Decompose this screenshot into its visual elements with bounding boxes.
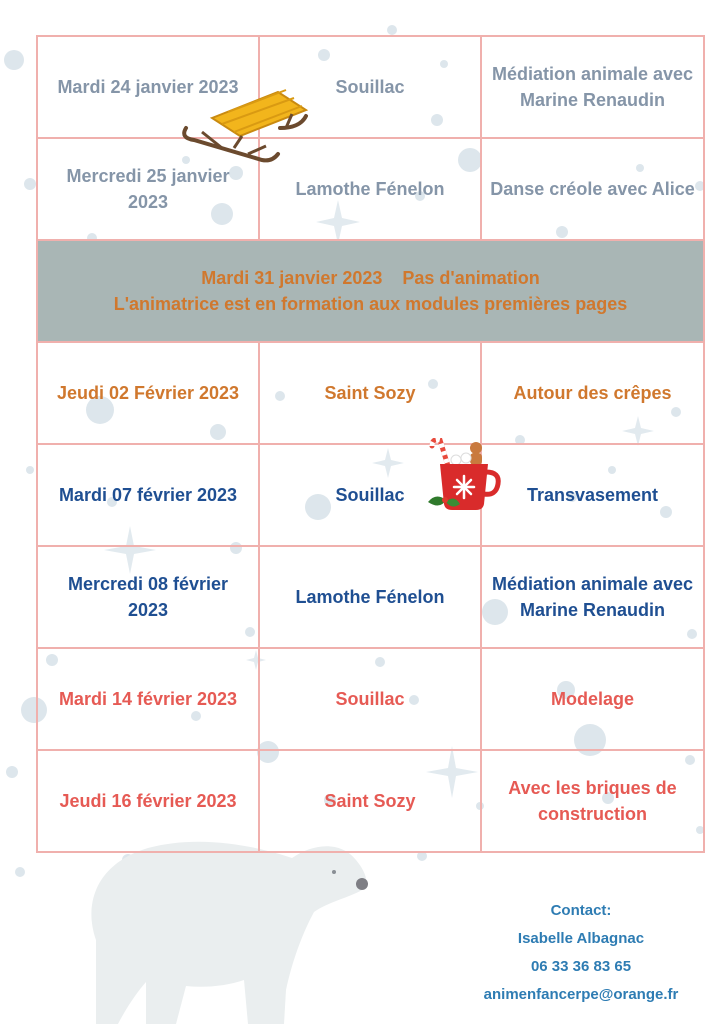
- no-session-banner: [37, 240, 704, 342]
- activity-cell: Médiation animale avec Marine Renaudin: [481, 36, 704, 138]
- contact-phone: 06 33 36 83 65: [530, 958, 632, 975]
- table-row: [37, 750, 704, 852]
- table-row: [37, 444, 704, 546]
- place-cell: Saint Sozy: [259, 342, 481, 444]
- date-cell: Mercredi 25 janvier 2023: [37, 138, 259, 240]
- table-row: [37, 138, 704, 240]
- sled-icon: [182, 88, 310, 166]
- place-cell: Souillac: [259, 648, 481, 750]
- contact-email: animenfancerpe@orange.fr: [483, 986, 679, 1003]
- date-cell: Jeudi 02 Février 2023: [37, 342, 259, 444]
- place-cell: Souillac: [259, 36, 481, 138]
- activity-cell: Transvasement: [481, 444, 704, 546]
- activity-cell: Médiation animale avec Marine Renaudin: [481, 546, 704, 648]
- contact-name: Isabelle Albagnac: [517, 930, 645, 947]
- date-cell: Mercredi 08 février 2023: [37, 546, 259, 648]
- activity-cell: Danse créole avec Alice: [481, 138, 704, 240]
- banner-note: L'animatrice est en formation aux modules premières pages: [113, 294, 628, 314]
- hot-cocoa-mug-icon: [426, 438, 502, 514]
- table-row: [37, 648, 704, 750]
- place-cell: Souillac: [259, 444, 481, 546]
- activity-cell: Autour des crêpes: [481, 342, 704, 444]
- activity-cell: Modelage: [481, 648, 704, 750]
- activity-cell: Avec les briques de construction: [481, 750, 704, 852]
- banner-status: Pas d'animation: [402, 268, 540, 288]
- banner-date: Mardi 31 janvier 2023: [201, 268, 383, 288]
- table-row: [37, 546, 704, 648]
- date-cell: Mardi 07 février 2023: [37, 444, 259, 546]
- place-cell: Lamothe Fénelon: [259, 138, 481, 240]
- table-row: [37, 36, 704, 138]
- contact-heading: Contact:: [550, 902, 612, 919]
- place-cell: Lamothe Fénelon: [259, 546, 481, 648]
- contact-block: [470, 900, 692, 1012]
- date-cell: Jeudi 16 février 2023: [37, 750, 259, 852]
- table-row: [37, 342, 704, 444]
- date-cell: Mardi 24 janvier 2023: [37, 36, 259, 138]
- date-cell: Mardi 14 février 2023: [37, 648, 259, 750]
- schedule-table: [36, 35, 705, 853]
- place-cell: Saint Sozy: [259, 750, 481, 852]
- polar-bear-illustration: [91, 842, 366, 1024]
